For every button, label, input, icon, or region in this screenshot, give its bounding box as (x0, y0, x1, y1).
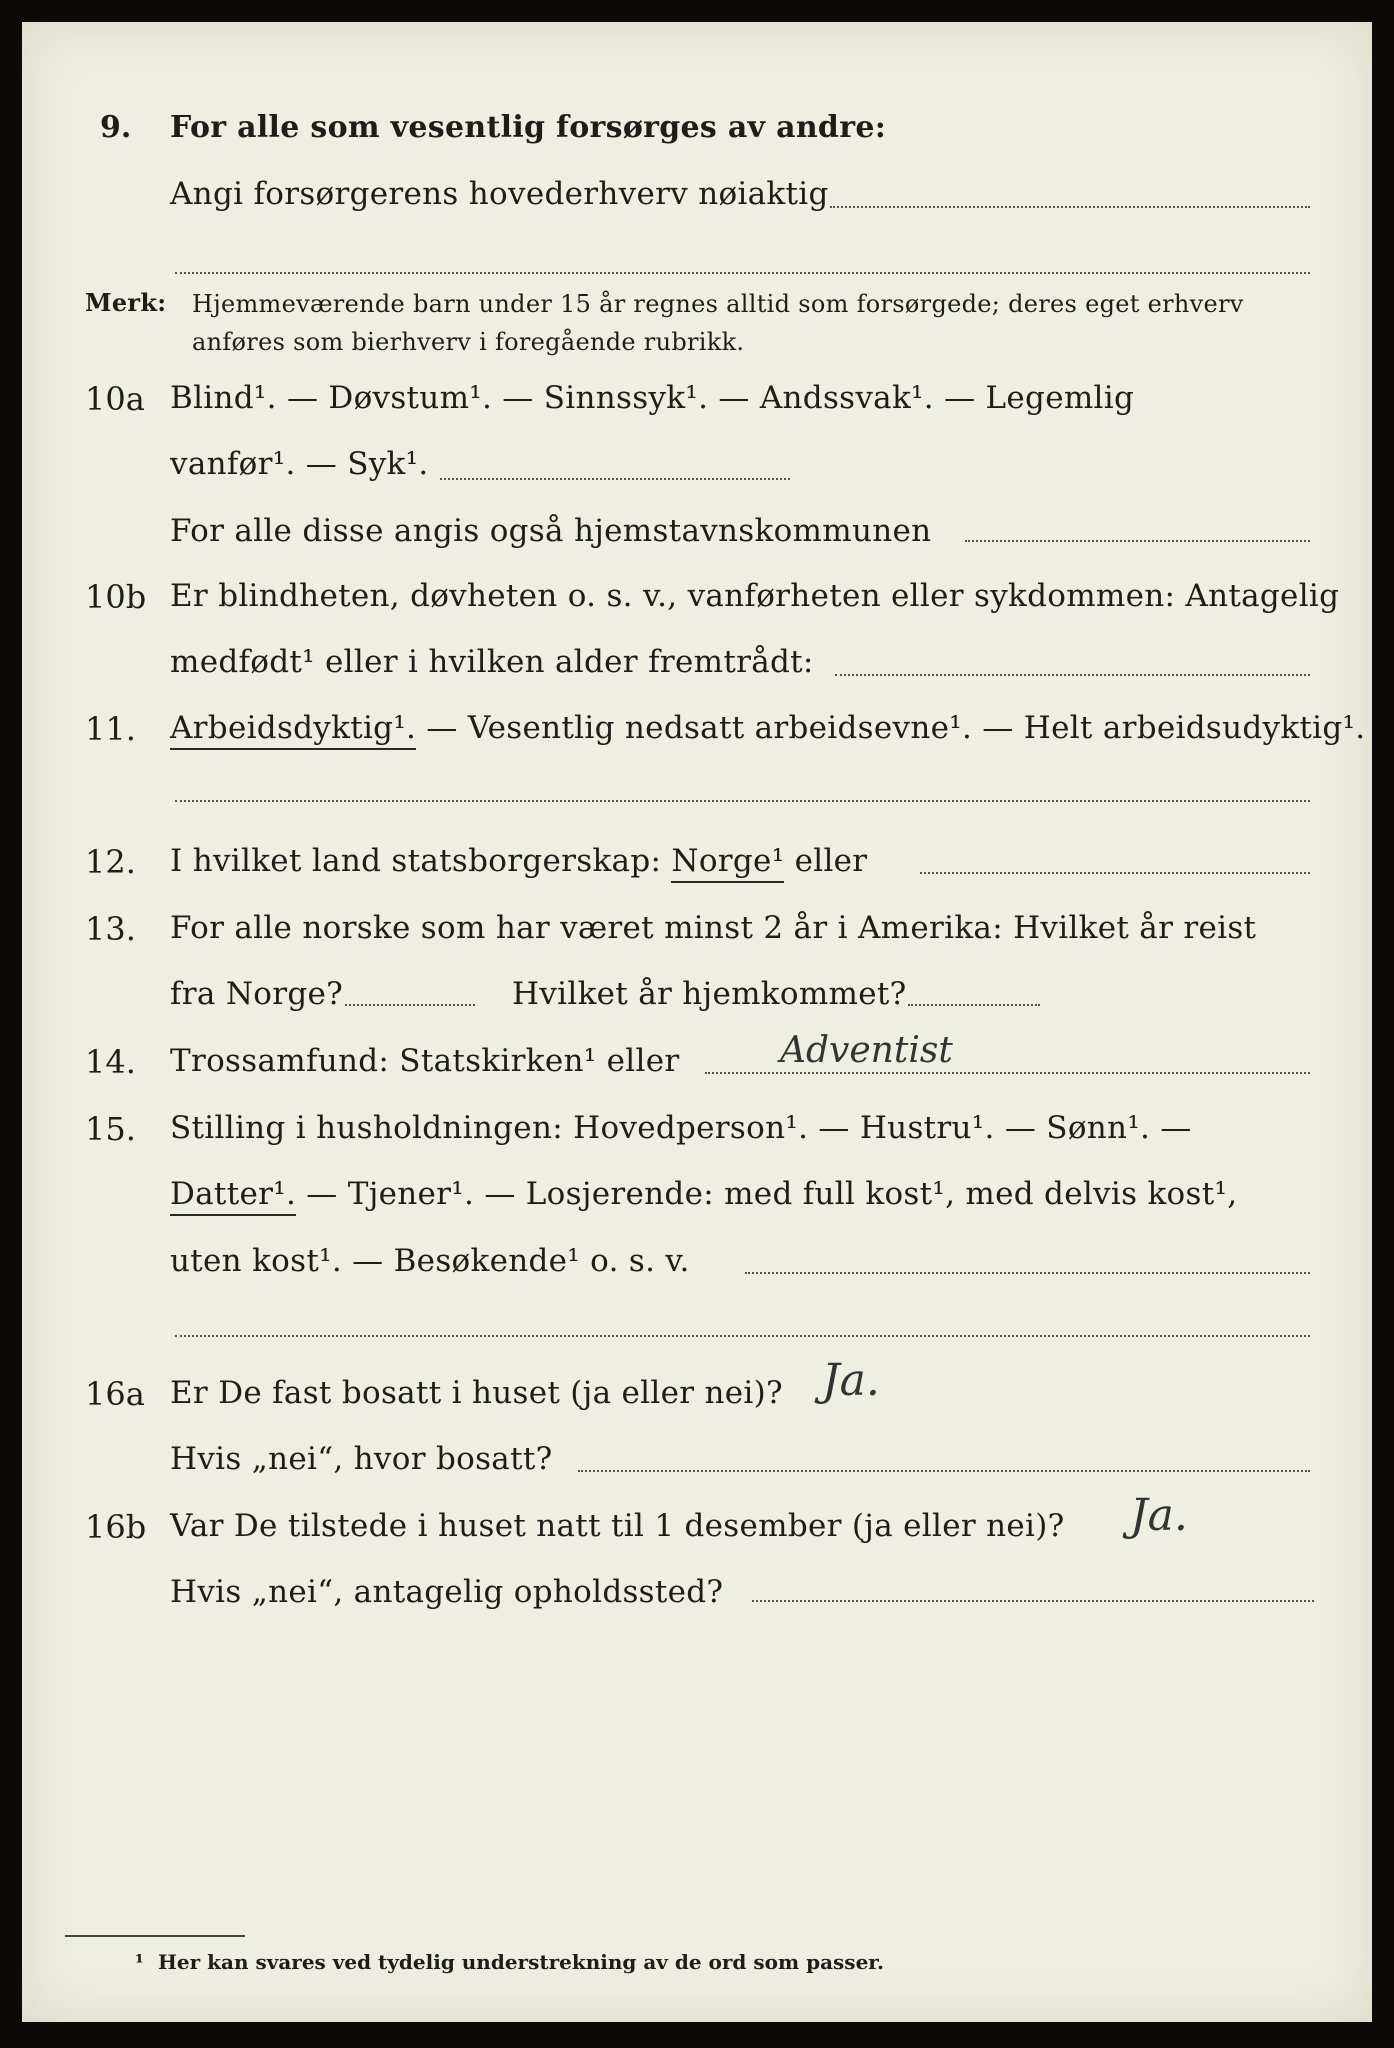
q15-answer-field[interactable] (745, 1272, 1310, 1274)
q10a-line3: For alle disse angis også hjemstavnskommunen (170, 513, 932, 549)
q14-text: Trossamfund: Statskirken¹ eller (170, 1043, 680, 1079)
q14-number: 14. (85, 1043, 136, 1081)
q10b-line1: Er blindheten, døvheten o. s. v., vanførheten eller sykdommen: Antagelig (170, 578, 1340, 614)
merk-label: Merk: (85, 288, 167, 317)
q15-line1: Stilling i husholdningen: Hovedperson¹. — Hustru¹. — Sønn¹. — (170, 1110, 1192, 1146)
q12-option-norge[interactable]: Norge¹ (671, 843, 784, 883)
q15-answer-field-2[interactable] (175, 1335, 1310, 1337)
q9-answer-field[interactable] (830, 206, 1310, 208)
q13-line1: For alle norske som har været minst 2 år i Amerika: Hvilket år reist (170, 910, 1257, 946)
q9-title: For alle som vesentlig forsørges av andre: (170, 110, 887, 145)
merk-line1: Hjemmeværende barn under 15 år regnes alltid som forsørgede; deres eget erhverv (192, 290, 1244, 318)
q10a-kommune-field[interactable] (965, 540, 1310, 542)
q16b-handwritten-answer: Ja. (1130, 1490, 1188, 1541)
q14-handwritten-answer: Adventist (780, 1030, 953, 1071)
q16b-line1: Var De tilstede i huset natt til 1 desember (ja eller nei)? (170, 1508, 1065, 1544)
q9-line: Angi forsørgerens hovederhverv nøiaktig (170, 176, 829, 212)
q10a-number: 10a (85, 380, 145, 418)
q16a-line2: Hvis „nei“, hvor bosatt? (170, 1441, 553, 1477)
q12-text: I hvilket land statsborgerskap: (170, 843, 662, 879)
q16a-handwritten-answer: Ja. (822, 1355, 880, 1406)
footnote-mark: ¹ (135, 1950, 144, 1974)
q15-line3: uten kost¹. — Besøkende¹ o. s. v. (170, 1243, 690, 1279)
q10b-line2: medfødt¹ eller i hvilken alder fremtrådt: (170, 644, 814, 680)
q15-line2: — Tjener¹. — Losjerende: med full kost¹, med delvis kost¹, (306, 1176, 1238, 1212)
q13-number: 13. (85, 910, 136, 948)
q15-number: 15. (85, 1110, 136, 1148)
q16b-line2: Hvis „nei“, antagelig opholdssted? (170, 1574, 724, 1610)
q12-number: 12. (85, 843, 136, 881)
q10a-line1: Blind¹. — Døvstum¹. — Sinnssyk¹. — Andssvak¹. — Legemlig (170, 380, 1135, 416)
q13-hjemkommet-field[interactable] (908, 1004, 1040, 1006)
q13-line2b: Hvilket år hjemkommet? (512, 976, 907, 1012)
q9-number: 9. (100, 110, 132, 145)
q10a-line2: vanfør¹. — Syk¹. (170, 446, 429, 482)
q15-line2-row (170, 1176, 1237, 1212)
q10b-answer-field[interactable] (835, 674, 1310, 676)
q14-answer-field[interactable] (705, 1072, 1310, 1074)
footnote-text: Her kan svares ved tydelig understrekning av de ord som passer. (158, 1950, 884, 1974)
q12-answer-field[interactable] (920, 872, 1310, 874)
q12-tail: eller (794, 843, 868, 879)
q11-option-arbeidsdyktig[interactable]: Arbeidsdyktig¹. (170, 710, 416, 750)
q11-number: 11. (85, 710, 136, 748)
q13-line2a: fra Norge? (170, 976, 344, 1012)
q10a-syk-field[interactable] (440, 478, 790, 480)
q16b-number: 16b (85, 1508, 147, 1546)
q10b-number: 10b (85, 578, 147, 616)
q12-line (170, 843, 867, 879)
footnote-rule (65, 1935, 245, 1937)
q9-answer-field-2[interactable] (175, 272, 1310, 274)
q16a-answer-field[interactable] (578, 1470, 1310, 1472)
q15-option-datter[interactable]: Datter¹. (170, 1176, 296, 1216)
census-form-page (22, 22, 1372, 2022)
q11-rest: — Vesentlig nedsatt arbeidsevne¹. — Helt arbeidsudyktig¹. (426, 710, 1366, 746)
q16a-number: 16a (85, 1375, 145, 1413)
q11-line (170, 710, 1365, 746)
q16a-line1: Er De fast bosatt i huset (ja eller nei)? (170, 1375, 783, 1411)
q16b-answer-field[interactable] (752, 1600, 1314, 1602)
merk-line2: anføres som bierhverv i foregående rubrikk. (192, 328, 745, 356)
q13-reist-field[interactable] (345, 1004, 475, 1006)
q11-answer-field[interactable] (175, 800, 1310, 802)
